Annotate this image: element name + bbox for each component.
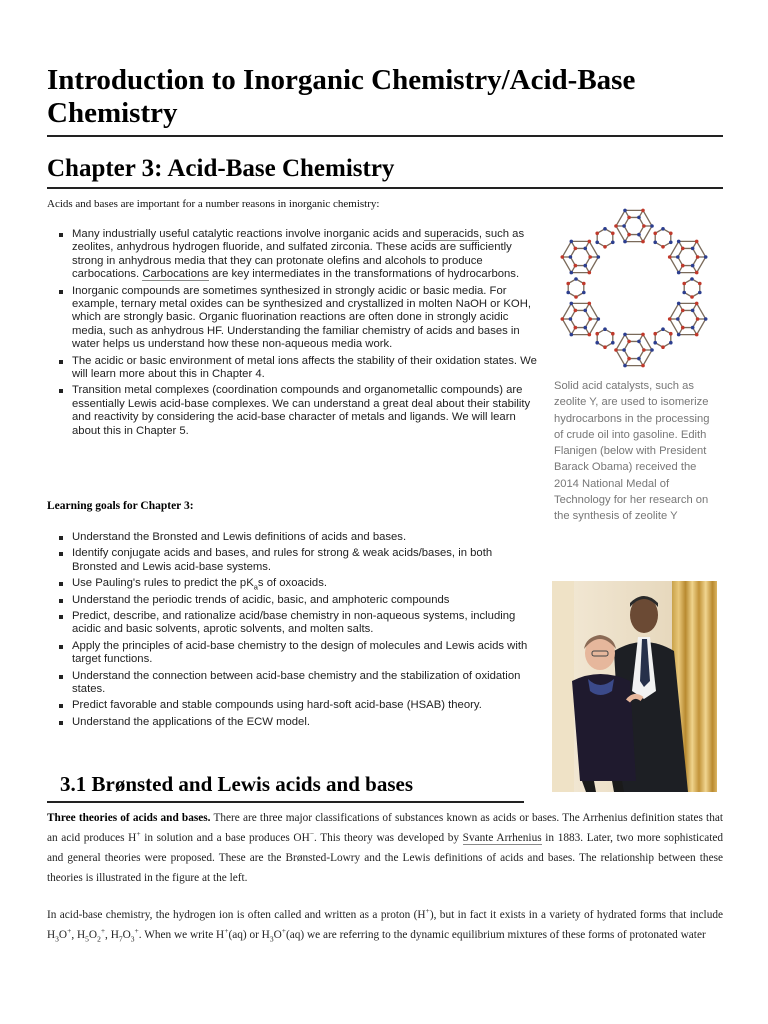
zeolite-atom bbox=[641, 240, 645, 244]
zeolite-atom bbox=[677, 302, 681, 306]
list-item: Understand the connection between acid-base chemistry and the stabilization of oxidation states. bbox=[47, 670, 537, 697]
zeolite-atom bbox=[637, 340, 641, 344]
list-item: Understand the applications of the ECW model. bbox=[47, 716, 537, 729]
zeolite-atom bbox=[588, 255, 592, 259]
zeolite-atom bbox=[583, 247, 587, 251]
list-item: Inorganic compounds are sometimes synthesized in strongly acidic or basic media. For example, ternary metal oxides can be synthesized and crystallized in molten NaOH or KOH, which are strongly basic. Organic fluorination reactions are often done in strongly acidic media, such as anhydrous HF. Understanding the familiar chemistry of acids and bases in water helps us understand how these non-aqueous media work. bbox=[47, 285, 537, 352]
zeolite-atom bbox=[569, 255, 573, 259]
zeolite-atom bbox=[603, 227, 607, 231]
zeolite-atom bbox=[691, 264, 695, 268]
zeolite-atom bbox=[695, 240, 699, 244]
zeolite-atom bbox=[623, 333, 627, 337]
list-item: Use Pauling's rules to predict the $pK_as$ of oxoacids. bbox=[47, 577, 537, 590]
zeolite-atom bbox=[611, 231, 615, 235]
zeolite-atom bbox=[669, 240, 673, 244]
zeolite-atom bbox=[622, 348, 626, 352]
zeolite-atom bbox=[637, 233, 641, 237]
zeolite-atom bbox=[653, 240, 657, 244]
page-title: Introduction to Inorganic Chemistry/Acid-Base Chemistry bbox=[47, 64, 636, 129]
zeolite-atom bbox=[641, 209, 645, 213]
zeolite-atom bbox=[623, 209, 627, 213]
zeolite-atom bbox=[695, 302, 699, 306]
chapter-title: Chapter 3: Acid-Base Chemistry bbox=[47, 155, 395, 182]
theories-paragraph: Three theories of acids and bases. There are three major classifications of substances known as acids or bases. The Arrhenius definition states that an acid produces H+ in solution and a base produces OH−. This theory was developed by Svante Arrhenius in 1883. Later, two more sophisticated and general theories were proposed. These are the Brønsted-Lowry and the Lewis definitions of acids and bases. The relationship between these theories is illustrated in the figure at the left. bbox=[47, 812, 724, 884]
section-divider bbox=[47, 801, 524, 803]
figure-caption: Solid acid catalysts, such as zeolite Y, are used to isomerize hydrocarbons in the processing of crude oil into gasoline. Edith Flanigen (below with President Barack Obama) received the 2014 National Medal of Technology for her research on the synthesis of zeolite Y bbox=[554, 380, 710, 523]
zeolite-atom bbox=[588, 271, 592, 275]
zeolite-atom bbox=[627, 357, 631, 361]
zeolite-atom bbox=[583, 326, 587, 330]
svante-arrhenius-link[interactable]: Svante Arrhenius bbox=[462, 832, 542, 844]
zeolite-cage bbox=[597, 329, 613, 347]
zeolite-atom bbox=[669, 341, 673, 345]
zeolite-atom bbox=[641, 364, 645, 368]
zeolite-atom bbox=[637, 357, 641, 361]
learning-goals-list bbox=[47, 531, 537, 732]
zeolite-atom bbox=[682, 291, 686, 295]
zeolite-cage bbox=[684, 279, 700, 297]
zeolite-atom bbox=[642, 224, 646, 228]
zeolite-atom bbox=[677, 271, 681, 275]
zeolite-atom bbox=[661, 245, 665, 249]
chapter-intro: Acids and bases are important for a number reasons in inorganic chemistry: bbox=[47, 198, 380, 210]
zeolite-cage bbox=[624, 217, 644, 234]
zeolite-atom bbox=[574, 295, 578, 299]
zeolite-atom bbox=[669, 332, 673, 336]
reasons-list bbox=[47, 228, 537, 441]
zeolite-atom bbox=[704, 255, 708, 259]
zeolite-atom bbox=[603, 345, 607, 349]
zeolite-atom bbox=[588, 240, 592, 244]
zeolite-cage bbox=[678, 248, 698, 265]
zeolite-atom bbox=[597, 255, 601, 259]
carbocations-link[interactable]: Carbocations bbox=[142, 268, 209, 281]
zeolite-atom bbox=[597, 317, 601, 321]
zeolite-cage bbox=[597, 229, 613, 247]
zeolite-atom bbox=[691, 247, 695, 251]
list-item: Many industrially useful catalytic reactions involve inorganic acids and superacids, such as zeolites, anhydrous hydrogen fluoride, and sulfated zirconia. These acids are sufficiently strong in anhydrous media that they can protonate olefins and alcohols to produce carbocations. Carbocations are key intermediates in the transformations of hydrocarbons. bbox=[47, 228, 537, 282]
zeolite-atom bbox=[695, 271, 699, 275]
zeolite-atom bbox=[650, 348, 654, 352]
zeolite-atom bbox=[566, 282, 570, 286]
zeolite-cage bbox=[624, 341, 644, 358]
zeolite-atom bbox=[583, 309, 587, 313]
zeolite-atom bbox=[611, 341, 615, 345]
zeolite-atom bbox=[695, 333, 699, 337]
zeolite-atom bbox=[653, 231, 657, 235]
zeolite-atom bbox=[627, 216, 631, 220]
zeolite-atom bbox=[582, 282, 586, 286]
zeolite-atom bbox=[595, 240, 599, 244]
zeolite-atom bbox=[668, 255, 672, 259]
zeolite-atom bbox=[603, 327, 607, 331]
zeolite-atom bbox=[661, 227, 665, 231]
zeolite-atom bbox=[623, 364, 627, 368]
zeolite-atom bbox=[661, 327, 665, 331]
zeolite-atom bbox=[627, 233, 631, 237]
zeolite-atom bbox=[595, 341, 599, 345]
zeolite-atom bbox=[595, 231, 599, 235]
zeolite-atom bbox=[574, 247, 578, 251]
zeolite-atom bbox=[588, 317, 592, 321]
zeolite-atom bbox=[583, 264, 587, 268]
zeolite-atom bbox=[650, 224, 654, 228]
zeolite-atom bbox=[690, 295, 694, 299]
zeolite-atom bbox=[704, 317, 708, 321]
zeolite-atom bbox=[676, 317, 680, 321]
zeolite-atom bbox=[611, 240, 615, 244]
flanigen-obama-photo bbox=[552, 581, 717, 792]
zeolite-cage bbox=[655, 229, 671, 247]
zeolite-atom bbox=[668, 317, 672, 321]
superacids-link[interactable]: superacids bbox=[424, 228, 479, 240]
zeolite-atom bbox=[574, 326, 578, 330]
zeolite-atom bbox=[681, 264, 685, 268]
zeolite-atom bbox=[566, 291, 570, 295]
zeolite-atom bbox=[570, 240, 574, 244]
list-item: Apply the principles of acid-base chemistry to the design of molecules and Lewis acids with target functions. bbox=[47, 640, 537, 667]
zeolite-atom bbox=[691, 326, 695, 330]
zeolite-atom bbox=[582, 291, 586, 295]
zeolite-atom bbox=[690, 277, 694, 281]
list-item: Predict, describe, and rationalize acid/base chemistry in non-aqueous systems, including acidic and basic solvents, aprotic solvents, and molten salts. bbox=[47, 610, 537, 637]
zeolite-atom bbox=[698, 282, 702, 286]
chapter-divider bbox=[47, 187, 723, 189]
title-divider bbox=[47, 135, 723, 137]
zeolite-atom bbox=[614, 348, 618, 352]
zeolite-atom bbox=[561, 317, 565, 321]
zeolite-cage bbox=[568, 279, 584, 297]
zeolite-atom bbox=[603, 245, 607, 249]
list-item: The acidic or basic environment of metal ions affects the stability of their oxidation states. We will learn more about this in Chapter 4. bbox=[47, 355, 537, 382]
zeolite-atom bbox=[588, 333, 592, 337]
zeolite-cage bbox=[570, 310, 590, 327]
zeolite-atom bbox=[570, 271, 574, 275]
zeolite-structure-figure bbox=[546, 200, 722, 376]
zeolite-cage bbox=[655, 329, 671, 347]
zeolite-atom bbox=[627, 340, 631, 344]
zeolite-atom bbox=[570, 333, 574, 337]
zeolite-atom bbox=[669, 231, 673, 235]
zeolite-atom bbox=[637, 216, 641, 220]
zeolite-atom bbox=[653, 332, 657, 336]
zeolite-atom bbox=[696, 317, 700, 321]
zeolite-atom bbox=[691, 309, 695, 313]
zeolite-cage bbox=[570, 248, 590, 265]
zeolite-atom bbox=[570, 302, 574, 306]
list-item: Understand the Bronsted and Lewis definitions of acids and bases. bbox=[47, 531, 537, 544]
list-item: Identify conjugate acids and bases, and rules for strong & weak acids/bases, in both Bronsted and Lewis acid-base systems. bbox=[47, 547, 537, 574]
zeolite-atom bbox=[641, 333, 645, 337]
zeolite-atom bbox=[681, 309, 685, 313]
zeolite-atom bbox=[614, 224, 618, 228]
zeolite-atom bbox=[574, 309, 578, 313]
zeolite-atom bbox=[561, 255, 565, 259]
learning-goals-heading: Learning goals for Chapter 3: bbox=[47, 500, 194, 512]
zeolite-atom bbox=[595, 332, 599, 336]
zeolite-atom bbox=[677, 240, 681, 244]
zeolite-atom bbox=[676, 255, 680, 259]
zeolite-atom bbox=[574, 264, 578, 268]
list-item: Understand the periodic trends of acidic, basic, and amphoteric compounds bbox=[47, 594, 537, 607]
zeolite-atom bbox=[653, 341, 657, 345]
zeolite-atom bbox=[677, 333, 681, 337]
zeolite-atom bbox=[696, 255, 700, 259]
zeolite-atom bbox=[642, 348, 646, 352]
zeolite-cage bbox=[678, 310, 698, 327]
list-item: Predict favorable and stable compounds using hard-soft acid-base (HSAB) theory. bbox=[47, 699, 537, 712]
hydrated-forms-paragraph: In acid-base chemistry, the hydrogen ion is often called and written as a proton (H+), but in fact it exists in a variety of hydrated forms that include $H_3O^+$, $H_5O_2^+$, $H_7O_3^+$. When we write H+(aq) or $H_3O^+(aq)$ we are referring to the dynamic equilibrium mixtures of these forms of protonated water bbox=[47, 906, 723, 944]
list-item: Transition metal complexes (coordination compounds and organometallic compounds) are essentially Lewis acid-base complexes. We can understand a great deal about their stability and reactivity by considering the acid-base character of metals and ligands. We will learn about this in Chapter 5. bbox=[47, 384, 537, 438]
zeolite-atom bbox=[569, 317, 573, 321]
zeolite-atom bbox=[588, 302, 592, 306]
zeolite-atom bbox=[682, 282, 686, 286]
zeolite-atom bbox=[574, 277, 578, 281]
zeolite-atom bbox=[681, 326, 685, 330]
zeolite-atom bbox=[661, 345, 665, 349]
zeolite-atom bbox=[623, 240, 627, 244]
zeolite-atom bbox=[622, 224, 626, 228]
zeolite-atom bbox=[698, 291, 702, 295]
zeolite-atom bbox=[681, 247, 685, 251]
zeolite-atom bbox=[611, 332, 615, 336]
section-title: 3.1 Brønsted and Lewis acids and bases bbox=[60, 772, 413, 796]
